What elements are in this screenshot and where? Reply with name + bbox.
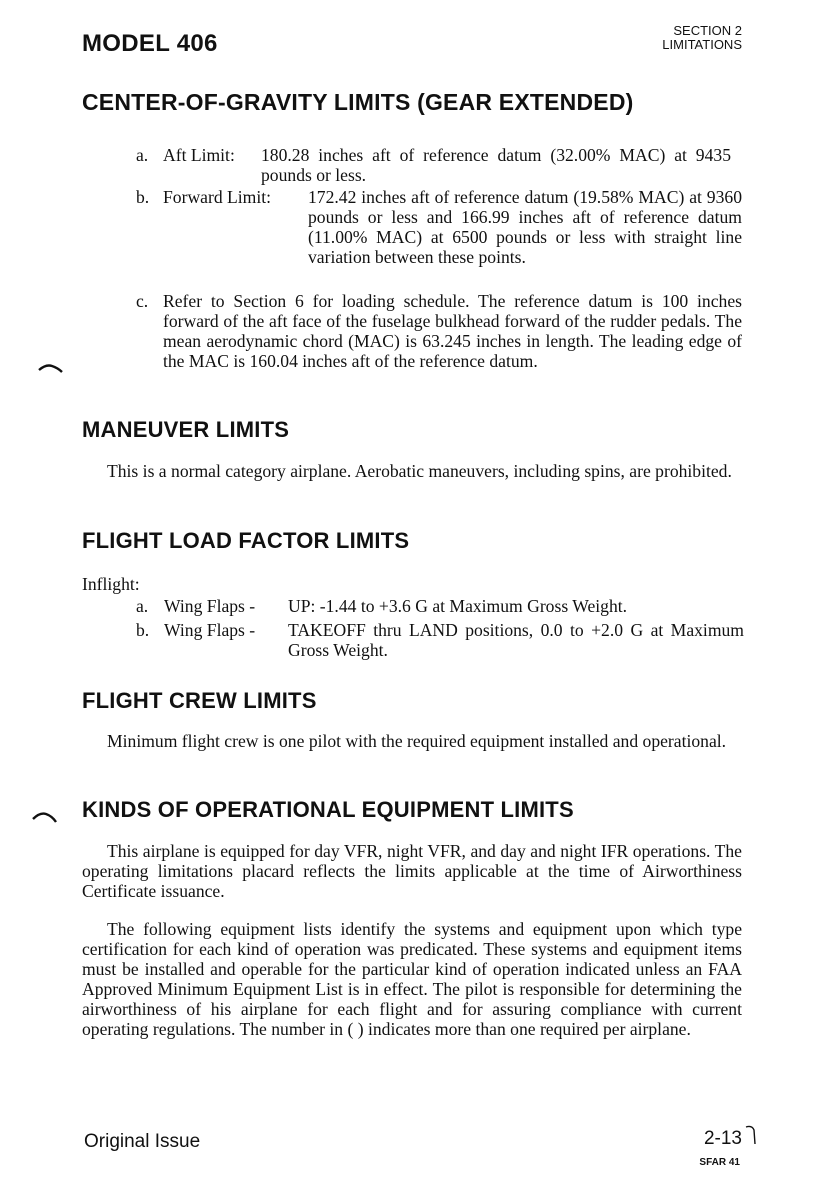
model-title: MODEL 406 xyxy=(82,30,218,57)
change-bar-mark-2 xyxy=(32,810,58,824)
section-label xyxy=(662,24,742,52)
section-number: SECTION 2 xyxy=(673,23,742,38)
section-title: LIMITATIONS xyxy=(662,37,742,52)
load-item-b-mark: b. xyxy=(136,620,150,640)
load-item-a-lead: Wing Flaps - xyxy=(164,596,256,616)
cg-item-b-mark: b. xyxy=(136,187,150,207)
cg-item-c-text: Refer to Section 6 for loading schedule. The reference datum is 100 inches forward of the aft face of the fuselage bulkhead forward of the rudder pedals. The mean aerodynamic chord (MAC) is 63.245 inches in length. The leading edge of the MAC is 160.04 inches aft of the reference datum. xyxy=(163,291,742,371)
page-number: 2-13 xyxy=(703,1128,742,1149)
load-item-a xyxy=(136,596,742,616)
load-item-a-text: UP: -1.44 to +3.6 G at Maximum Gross Weight. xyxy=(288,596,628,616)
equipment-para-1: This airplane is equipped for day VFR, night VFR, and day and night IFR operations. The operating limitations placard reflects the limits applicable at the time of Airworthiness Certificate issuance. xyxy=(82,841,742,901)
footer-issue: Original Issue xyxy=(84,1131,201,1152)
cg-item-a xyxy=(136,145,742,185)
load-item-b xyxy=(136,620,742,660)
cg-item-b xyxy=(136,187,742,287)
change-bar-mark-3 xyxy=(744,1124,758,1146)
change-bar-mark-1 xyxy=(38,362,64,374)
load-factor-intro: Inflight: xyxy=(82,574,140,594)
equipment-limits-heading: KINDS OF OPERATIONAL EQUIPMENT LIMITS xyxy=(82,797,574,822)
cg-item-b-lead: Forward Limit: xyxy=(163,187,271,207)
cg-item-b-text: 172.42 inches aft of reference datum (19.58% MAC) at 9360 pounds or less and 166.99 inches aft of reference datum (11.00% MAC) at 6500 pounds or less with straight line variation between these points. xyxy=(308,187,742,267)
footer-sfar: SFAR 41 xyxy=(699,1157,740,1168)
cg-item-a-text xyxy=(261,145,742,185)
maneuver-limits-heading: MANEUVER LIMITS xyxy=(82,417,290,442)
load-item-b-lead: Wing Flaps - xyxy=(164,620,256,640)
load-item-b-text: TAKEOFF thru LAND positions, 0.0 to +2.0 G at Maximum Gross Weight. xyxy=(288,620,744,660)
crew-text: Minimum flight crew is one pilot with the required equipment installed and operational. xyxy=(107,731,727,751)
cg-item-c xyxy=(136,291,742,391)
cg-item-c-mark: c. xyxy=(136,291,149,311)
cg-item-a-mark: a. xyxy=(136,145,149,165)
load-factor-heading: FLIGHT LOAD FACTOR LIMITS xyxy=(82,528,410,553)
cg-item-a-lead: Aft Limit: xyxy=(163,145,235,165)
equipment-para-2: The following equipment lists identify the systems and equipment upon which type certification for each kind of operation was predicated. These systems and equipment items must be installed and operable for the particular kind of operation indicated unless an FAA Approved Minimum Equipment List is in effect. The pilot is responsible for determining the airworthiness of his airplane for each flight and for assuring compliance with current operating regulations. The number in ( ) indicates more than one required per airplane. xyxy=(82,919,742,1039)
load-item-a-mark: a. xyxy=(136,596,149,616)
cg-item-a-body: 180.28 inches aft of reference datum (32.00% MAC) at 9435 pounds or less. xyxy=(261,145,731,185)
maneuver-text: This is a normal category airplane. Aerobatic maneuvers, including spins, are prohibited. xyxy=(107,461,732,481)
cg-limits-heading: CENTER-OF-GRAVITY LIMITS (GEAR EXTENDED) xyxy=(82,89,634,115)
crew-limits-heading: FLIGHT CREW LIMITS xyxy=(82,688,317,713)
